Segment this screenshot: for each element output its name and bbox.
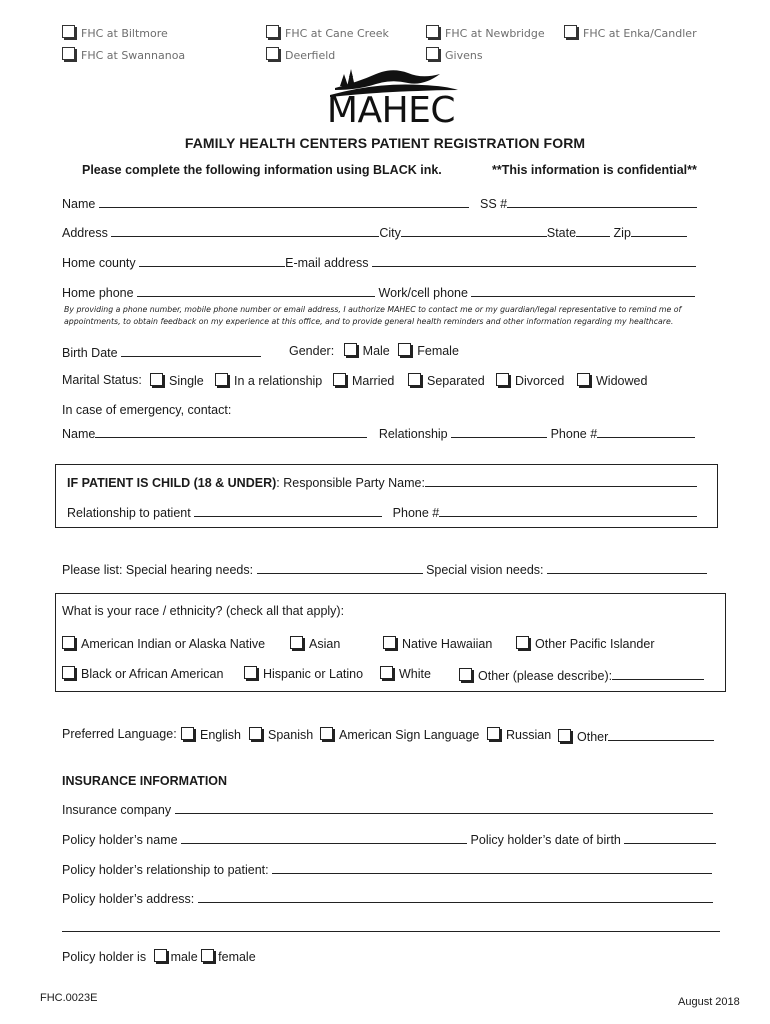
emergency-name-label: Name: [62, 427, 96, 441]
option-label: Male: [362, 344, 390, 358]
home-phone-field[interactable]: [137, 283, 375, 297]
checkbox-icon[interactable]: [62, 666, 75, 679]
option-label: In a relationship: [234, 374, 323, 388]
language-option-russian[interactable]: [487, 727, 551, 742]
checkbox-icon[interactable]: [320, 727, 333, 740]
form-date: August 2018: [678, 996, 740, 1008]
holder-name-field[interactable]: [181, 830, 467, 844]
holder-sex-label: Policy holder is: [62, 950, 147, 964]
emergency-phone-label: Phone #: [550, 427, 598, 441]
race-option-other[interactable]: [459, 666, 704, 683]
checkbox-icon[interactable]: [62, 47, 75, 60]
policy-holder-address-row: [62, 889, 713, 906]
form-code: FHC.0023E: [40, 992, 98, 1004]
language-other-field[interactable]: [608, 727, 714, 741]
checkbox-icon[interactable]: [459, 668, 472, 681]
marital-option-widowed[interactable]: [577, 373, 647, 388]
checkbox-icon[interactable]: [181, 727, 194, 740]
holder-address-field[interactable]: [198, 889, 713, 903]
option-label: Native Hawaiian: [402, 637, 493, 651]
child-relationship-label: Relationship to patient: [67, 506, 191, 520]
option-label: White: [399, 667, 431, 681]
birth-date-label: Birth Date: [62, 346, 118, 360]
email-field[interactable]: [372, 253, 696, 267]
language-option-spanish[interactable]: [249, 727, 313, 742]
language-option-english[interactable]: [181, 727, 241, 742]
option-label: Female: [417, 344, 459, 358]
checkbox-icon[interactable]: [344, 343, 357, 356]
name-row: [62, 194, 469, 211]
home-county-label: Home county: [62, 256, 136, 270]
clinic-label: FHC at Enka/Candler: [583, 27, 697, 40]
city-label: City: [379, 226, 401, 240]
city-field[interactable]: [401, 223, 547, 237]
checkbox-icon[interactable]: [558, 729, 571, 742]
gender-option-female[interactable]: [398, 343, 459, 358]
option-label: Spanish: [268, 728, 314, 742]
consent-line: appointments, to obtain feedback on my experience at this office, and to provide general health reminders and other information regarding my healthcare.: [64, 317, 674, 326]
county-email-row: [62, 253, 696, 270]
option-label: Russian: [506, 728, 552, 742]
hearing-needs-label: Please list: Special hearing needs:: [62, 563, 254, 577]
option-label: female: [218, 950, 256, 964]
emergency-name-field[interactable]: [95, 424, 367, 438]
clinic-option-swannanoa[interactable]: [62, 47, 185, 62]
race-question: What is your race / ethnicity? (check all that apply):: [62, 604, 345, 618]
state-field[interactable]: [576, 223, 610, 237]
marital-option-married[interactable]: [333, 373, 394, 388]
checkbox-icon[interactable]: [496, 373, 509, 386]
option-label: Other (please describe):: [478, 669, 613, 683]
ssn-label: SS #: [480, 197, 508, 211]
insurance-heading: INSURANCE INFORMATION: [62, 774, 228, 788]
race-option-american-indian[interactable]: [62, 636, 265, 651]
ssn-field[interactable]: [507, 194, 697, 208]
race-option-asian[interactable]: [290, 636, 340, 651]
option-label: Asian: [309, 637, 341, 651]
clinic-option-newbridge[interactable]: [426, 25, 545, 40]
form-title: FAMILY HEALTH CENTERS PATIENT REGISTRATION FORM: [184, 135, 586, 151]
race-option-black[interactable]: [62, 666, 223, 681]
emergency-phone-field[interactable]: [597, 424, 695, 438]
name-field[interactable]: [99, 194, 469, 208]
checkbox-icon[interactable]: [426, 25, 439, 38]
holder-dob-field[interactable]: [624, 830, 716, 844]
gender-row: [289, 343, 459, 358]
work-phone-label: Work/cell phone: [378, 286, 468, 300]
confidential-note: **This information is confidential**: [492, 163, 697, 177]
mahec-logo: [318, 60, 464, 130]
vision-needs-label: Special vision needs:: [426, 563, 544, 577]
zip-label: Zip: [613, 226, 631, 240]
insurance-company-label: Insurance company: [62, 803, 172, 817]
checkbox-icon[interactable]: [516, 636, 529, 649]
race-other-field[interactable]: [612, 666, 704, 680]
race-option-hispanic[interactable]: [244, 666, 363, 681]
checkbox-icon[interactable]: [266, 47, 279, 60]
child-relationship-row: [67, 503, 697, 520]
home-county-field[interactable]: [139, 253, 285, 267]
clinic-label: Deerfield: [285, 49, 336, 62]
checkbox-icon[interactable]: [426, 47, 439, 60]
checkbox-icon[interactable]: [201, 949, 214, 962]
option-label: American Indian or Alaska Native: [81, 637, 266, 651]
race-option-native-hawaiian[interactable]: [383, 636, 492, 651]
insurance-company-row: [62, 800, 713, 817]
phone-row: [62, 283, 695, 300]
checkbox-icon[interactable]: [154, 949, 167, 962]
child-phone-field[interactable]: [439, 503, 697, 517]
emergency-relationship-label: Relationship: [378, 427, 448, 441]
child-responsible-party-row: [67, 473, 697, 490]
hearing-needs-field[interactable]: [257, 560, 423, 574]
marital-option-separated[interactable]: [408, 373, 485, 388]
policy-holder-sex-row: [62, 949, 256, 964]
holder-relationship-field[interactable]: [272, 860, 712, 874]
option-label: Widowed: [596, 374, 648, 388]
responsible-party-label: : Responsible Party Name:: [276, 476, 425, 490]
gender-option-male[interactable]: [344, 343, 390, 358]
checkbox-icon[interactable]: [398, 343, 411, 356]
work-phone-field[interactable]: [471, 283, 695, 297]
option-label: Divorced: [515, 374, 565, 388]
address-row: [62, 223, 687, 240]
special-needs-row: [62, 560, 707, 577]
home-phone-label: Home phone: [62, 286, 134, 300]
holder-address-line-2[interactable]: [62, 931, 720, 932]
email-label: E-mail address: [285, 256, 369, 270]
marital-option-single[interactable]: [150, 373, 204, 388]
address-field[interactable]: [111, 223, 379, 237]
clinic-label: FHC at Swannanoa: [81, 49, 186, 62]
checkbox-icon[interactable]: [62, 636, 75, 649]
name-label: Name: [62, 197, 96, 211]
clinic-option-biltmore[interactable]: [62, 25, 168, 40]
gender-label: Gender:: [289, 344, 335, 358]
option-label: Separated: [427, 374, 485, 388]
race-option-pacific-islander[interactable]: [516, 636, 655, 651]
logo-wordmark: MAHEC: [326, 90, 456, 131]
checkbox-icon[interactable]: [249, 727, 262, 740]
contact-consent-text: [64, 304, 681, 328]
consent-line: By providing a phone number, mobile phone number or email address, I authorize MAHEC to contact me or my guardian/legal representative to remind me of: [64, 305, 682, 314]
clinic-label: FHC at Biltmore: [81, 27, 168, 40]
checkbox-icon[interactable]: [266, 25, 279, 38]
emergency-relationship-field[interactable]: [451, 424, 547, 438]
checkbox-icon[interactable]: [333, 373, 346, 386]
policy-holder-name-row: [62, 830, 716, 847]
state-label: State: [546, 226, 577, 240]
checkbox-icon[interactable]: [150, 373, 163, 386]
option-label: Hispanic or Latino: [263, 667, 364, 681]
clinic-label: Givens: [445, 49, 483, 62]
birth-date-row: [62, 343, 261, 360]
holder-name-label: Policy holder’s name: [62, 833, 178, 847]
vision-needs-field[interactable]: [547, 560, 707, 574]
insurance-company-field[interactable]: [175, 800, 713, 814]
child-phone-label: Phone #: [392, 506, 440, 520]
option-label: English: [200, 728, 241, 742]
checkbox-icon[interactable]: [215, 373, 228, 386]
marital-status-label: Marital Status:: [62, 373, 142, 387]
checkbox-icon[interactable]: [244, 666, 257, 679]
checkbox-icon[interactable]: [577, 373, 590, 386]
marital-option-relationship[interactable]: [215, 373, 322, 388]
language-option-asl[interactable]: [320, 727, 479, 742]
checkbox-icon[interactable]: [564, 25, 577, 38]
zip-field[interactable]: [631, 223, 687, 237]
option-label: Other: [577, 730, 609, 744]
option-label: American Sign Language: [339, 728, 480, 742]
emergency-heading: In case of emergency, contact:: [62, 403, 232, 417]
child-relationship-field[interactable]: [194, 503, 382, 517]
holder-relationship-label: Policy holder’s relationship to patient:: [62, 863, 269, 877]
responsible-party-field[interactable]: [425, 473, 697, 487]
checkbox-icon[interactable]: [383, 636, 396, 649]
checkbox-icon[interactable]: [62, 25, 75, 38]
option-label: Married: [352, 374, 395, 388]
preferred-language-label: Preferred Language:: [62, 727, 177, 741]
option-label: male: [170, 950, 198, 964]
child-section-heading: IF PATIENT IS CHILD (18 & UNDER): [67, 476, 277, 490]
language-option-other[interactable]: [558, 727, 714, 744]
holder-dob-label: Policy holder’s date of birth: [470, 833, 621, 847]
holder-address-label: Policy holder’s address:: [62, 892, 195, 906]
race-option-white[interactable]: [380, 666, 431, 681]
ssn-row: [480, 194, 697, 211]
marital-option-divorced[interactable]: [496, 373, 564, 388]
checkbox-icon[interactable]: [408, 373, 421, 386]
policy-holder-relationship-row: [62, 860, 712, 877]
option-label: Single: [169, 374, 204, 388]
checkbox-icon[interactable]: [487, 727, 500, 740]
instructions: Please complete the following information using BLACK ink.: [82, 163, 442, 177]
birth-date-field[interactable]: [121, 343, 261, 357]
clinic-label: FHC at Newbridge: [445, 27, 545, 40]
option-label: Black or African American: [81, 667, 224, 681]
holder-sex-option-male[interactable]: [154, 949, 198, 964]
emergency-row: [62, 424, 695, 441]
clinic-label: FHC at Cane Creek: [285, 27, 389, 40]
checkbox-icon[interactable]: [380, 666, 393, 679]
address-label: Address: [62, 226, 108, 240]
holder-sex-option-female[interactable]: [201, 949, 256, 964]
checkbox-icon[interactable]: [290, 636, 303, 649]
clinic-option-cane-creek[interactable]: [266, 25, 389, 40]
clinic-option-enka-candler[interactable]: [564, 25, 697, 40]
option-label: Other Pacific Islander: [535, 637, 655, 651]
